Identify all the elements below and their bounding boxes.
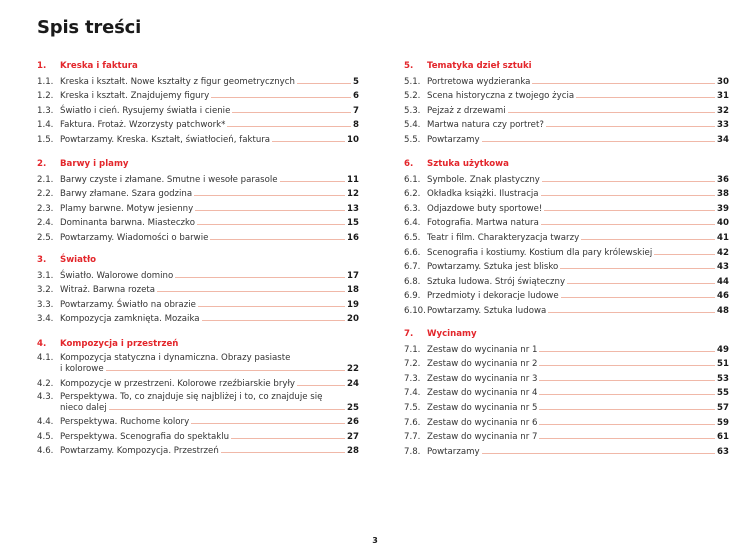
toc-entry[interactable] <box>404 73 729 88</box>
entry-page: 27 <box>347 431 359 442</box>
entry-title: Zestaw do wycinania nr 5 <box>427 402 538 413</box>
section-title: Tematyka dzieł sztuki <box>427 61 532 71</box>
entry-title: Powtarzamy <box>427 446 480 457</box>
entry-page: 22 <box>347 364 359 374</box>
entry-number: 4.1. <box>37 353 54 363</box>
toc-entry[interactable] <box>404 414 729 429</box>
leader-line <box>195 210 345 211</box>
toc-entry[interactable] <box>37 200 359 215</box>
toc-entry[interactable] <box>404 102 729 117</box>
entry-page: 31 <box>717 91 729 102</box>
leader-line <box>175 277 345 278</box>
entry-number: 6.8. <box>404 276 421 287</box>
entry-number: 4.6. <box>37 446 54 457</box>
entry-page: 16 <box>347 232 359 243</box>
toc-entry[interactable] <box>37 351 359 375</box>
toc-entry[interactable] <box>404 356 729 371</box>
entry-title: Sztuka ludowa. Strój świąteczny <box>427 276 566 287</box>
toc-entry[interactable] <box>37 102 359 117</box>
entry-page: 46 <box>717 291 729 302</box>
entry-page: 26 <box>347 417 359 428</box>
toc-entry[interactable] <box>404 117 729 132</box>
entry-page: 24 <box>347 378 359 389</box>
section-title: Barwy i plamy <box>60 159 129 169</box>
entry-page: 55 <box>717 388 729 399</box>
entry-page: 34 <box>717 134 729 145</box>
entry-title: Zestaw do wycinania nr 1 <box>427 344 538 355</box>
entry-number: 5.2. <box>404 91 421 102</box>
entry-page: 57 <box>717 402 729 413</box>
entry-number: 2.1. <box>37 174 54 185</box>
leader-line <box>297 385 345 386</box>
entry-title: Powtarzamy. Światło na obrazie <box>60 299 196 310</box>
toc-section-3 <box>37 253 359 325</box>
entry-title: Kompozycja statyczna i dynamiczna. Obrazy pasiaste <box>60 353 291 363</box>
leader-line <box>231 438 345 439</box>
entry-title: Plamy barwne. Motyw jesienny <box>60 203 194 214</box>
leader-line <box>581 239 715 240</box>
entry-title: Przedmioty i dekoracje ludowe <box>427 291 559 302</box>
entry-page: 32 <box>717 105 729 116</box>
entry-number: 7.5. <box>404 402 421 413</box>
leader-line <box>191 423 345 424</box>
entry-page: 10 <box>347 134 359 145</box>
toc-entry[interactable] <box>37 88 359 103</box>
leader-line <box>198 306 345 307</box>
toc-entry[interactable] <box>37 311 359 326</box>
entry-title: Teatr i film. Charakteryzacja twarzy <box>427 232 580 243</box>
leader-line <box>539 380 715 381</box>
entry-page: 7 <box>353 105 359 116</box>
entry-number: 1.5. <box>37 134 54 145</box>
entry-number: 2.5. <box>37 232 54 243</box>
entry-page: 43 <box>717 262 729 273</box>
entry-number: 7.2. <box>404 359 421 370</box>
page-number: 3 <box>372 536 378 545</box>
entry-title: Powtarzamy. Wiadomości o barwie <box>60 232 209 243</box>
entry-title: Barwy czyste i złamane. Smutne i wesołe parasole <box>60 174 278 185</box>
entry-number: 6.4. <box>404 218 421 229</box>
section-number: 4. <box>37 339 47 349</box>
entry-page: 30 <box>717 76 729 87</box>
toc-entry[interactable] <box>37 282 359 297</box>
entry-title: Powtarzamy. Sztuka ludowa <box>427 305 547 316</box>
entry-number: 1.1. <box>37 76 54 87</box>
leader-line <box>567 283 715 284</box>
entry-page: 44 <box>717 276 729 287</box>
entry-title: Scena historyczna z twojego życia <box>427 91 575 102</box>
toc-entry[interactable] <box>404 186 729 201</box>
entry-number: 6.2. <box>404 189 421 200</box>
entry-page: 51 <box>717 359 729 370</box>
entry-number: 6.9. <box>404 291 421 302</box>
section-number: 2. <box>37 159 47 169</box>
toc-entry[interactable] <box>404 399 729 414</box>
entry-page: 28 <box>347 446 359 457</box>
leader-line <box>541 224 715 225</box>
section-heading[interactable] <box>404 59 729 73</box>
leader-line <box>532 83 715 84</box>
leader-line <box>508 112 715 113</box>
section-number: 5. <box>404 61 414 71</box>
toc-entry[interactable] <box>37 186 359 201</box>
leader-line <box>546 126 715 127</box>
toc-entry[interactable] <box>37 443 359 458</box>
entry-title-continued: nieco dalej <box>60 402 107 413</box>
leader-line <box>482 453 715 454</box>
section-heading[interactable] <box>37 337 359 351</box>
leader-line <box>539 424 715 425</box>
toc-entry[interactable] <box>404 171 729 186</box>
leader-line <box>280 181 345 182</box>
page-title: Spis treści <box>37 17 142 38</box>
section-number: 3. <box>37 255 47 265</box>
entry-page: 17 <box>347 270 359 281</box>
toc-section-4 <box>37 337 359 457</box>
entry-number: 4.2. <box>37 378 54 389</box>
toc-entry[interactable] <box>404 131 729 146</box>
section-title: Wycinamy <box>427 329 477 339</box>
leader-line <box>482 141 715 142</box>
entry-page: 48 <box>717 305 729 316</box>
leader-line <box>297 83 351 84</box>
entry-page: 8 <box>353 120 359 131</box>
entry-title: Perspektywa. To, co znajduje się najbliżej i to, co znajduje się <box>60 391 323 402</box>
section-heading[interactable] <box>37 59 359 73</box>
entry-title: Martwa natura czy portret? <box>427 120 544 131</box>
entry-number: 7.1. <box>404 344 421 355</box>
entry-number: 6.3. <box>404 203 421 214</box>
entry-title: Powtarzamy. Kompozycja. Przestrzeń <box>60 446 219 457</box>
section-heading[interactable] <box>37 157 359 171</box>
toc-entry[interactable] <box>37 73 359 88</box>
section-title: Kompozycja i przestrzeń <box>60 339 179 349</box>
toc-entry[interactable] <box>404 215 729 230</box>
leader-line <box>541 195 715 196</box>
entry-title: Zestaw do wycinania nr 2 <box>427 359 538 370</box>
entry-title: Okładka książki. Ilustracja <box>427 189 539 200</box>
entry-page: 59 <box>717 417 729 428</box>
entry-page: 5 <box>353 76 359 87</box>
entry-page: 38 <box>717 189 729 200</box>
entry-number: 5.5. <box>404 134 421 145</box>
entry-title: Witraż. Barwna rozeta <box>60 285 156 296</box>
entry-page: 53 <box>717 373 729 384</box>
leader-line <box>232 112 351 113</box>
entry-title: Perspektywa. Scenografia do spektaklu <box>60 431 230 442</box>
toc-entry[interactable] <box>404 302 729 317</box>
toc-entry[interactable] <box>404 429 729 444</box>
toc-entry[interactable] <box>37 117 359 132</box>
section-heading[interactable] <box>37 253 359 267</box>
entry-title: Perspektywa. Ruchome kolory <box>60 417 190 428</box>
toc-entry[interactable] <box>404 443 729 458</box>
leader-line <box>560 268 715 269</box>
entry-title: Powtarzamy. Kreska. Kształt, światłocień, faktura <box>60 134 271 145</box>
entry-page: 39 <box>717 203 729 214</box>
section-number: 7. <box>404 329 414 339</box>
entry-number: 4.3. <box>37 391 54 402</box>
toc-entry[interactable] <box>37 428 359 443</box>
section-title: Sztuka użytkowa <box>427 159 509 169</box>
entry-page: 25 <box>347 402 359 413</box>
entry-title: Kreska i kształt. Znajdujemy figury <box>60 91 210 102</box>
toc-entry[interactable] <box>37 131 359 146</box>
entry-page: 63 <box>717 446 729 457</box>
entry-title: Powtarzamy. Sztuka jest blisko <box>427 262 559 273</box>
entry-page: 49 <box>717 344 729 355</box>
leader-line <box>106 370 345 371</box>
entry-number: 2.3. <box>37 203 54 214</box>
entry-number: 2.2. <box>37 189 54 200</box>
section-number: 6. <box>404 159 414 169</box>
entry-page: 18 <box>347 285 359 296</box>
toc-entry[interactable] <box>37 229 359 244</box>
entry-title: Portretowa wydzieranka <box>427 76 531 87</box>
toc-entry[interactable] <box>404 244 729 259</box>
entry-title: Światło. Walorowe domino <box>60 270 174 281</box>
toc-entry[interactable] <box>37 267 359 282</box>
entry-title: Powtarzamy <box>427 134 480 145</box>
section-title: Kreska i faktura <box>60 61 138 71</box>
entry-title: Dominanta barwna. Miasteczko <box>60 218 195 229</box>
entry-page: 12 <box>347 189 359 200</box>
entry-number: 3.2. <box>37 285 54 296</box>
entry-title: Symbole. Znak plastyczny <box>427 174 540 185</box>
entry-page: 20 <box>347 314 359 325</box>
toc-entry[interactable] <box>404 229 729 244</box>
leader-line <box>539 438 715 439</box>
entry-number: 3.4. <box>37 314 54 325</box>
entry-number: 4.5. <box>37 431 54 442</box>
entry-page: 40 <box>717 218 729 229</box>
entry-number: 1.3. <box>37 105 54 116</box>
entry-number: 5.3. <box>404 105 421 116</box>
entry-number: 7.4. <box>404 388 421 399</box>
entry-number: 7.8. <box>404 446 421 457</box>
entry-title: Pejzaż z drzewami <box>427 105 506 116</box>
entry-title: Zestaw do wycinania nr 6 <box>427 417 538 428</box>
entry-page: 19 <box>347 299 359 310</box>
leader-line <box>654 254 715 255</box>
leader-line <box>539 351 715 352</box>
entry-number: 6.5. <box>404 232 421 243</box>
entry-number: 4.4. <box>37 417 54 428</box>
leader-line <box>194 195 345 196</box>
toc-entry[interactable] <box>404 370 729 385</box>
entry-number: 5.4. <box>404 120 421 131</box>
entry-number: 7.6. <box>404 417 421 428</box>
leader-line <box>544 210 715 211</box>
toc-section-7 <box>404 327 729 458</box>
entry-page: 33 <box>717 120 729 131</box>
section-number: 1. <box>37 61 47 71</box>
leader-line <box>272 141 345 142</box>
leader-line <box>539 409 715 410</box>
leader-line <box>210 239 345 240</box>
leader-line <box>561 297 715 298</box>
leader-line <box>109 409 345 410</box>
leader-line <box>211 97 351 98</box>
toc-section-6 <box>404 157 729 317</box>
toc-section-2 <box>37 157 359 244</box>
section-heading[interactable] <box>404 327 729 341</box>
entry-title: Barwy złamane. Szara godzina <box>60 189 193 200</box>
toc-entry[interactable] <box>37 390 359 414</box>
entry-page: 13 <box>347 203 359 214</box>
leader-line <box>548 312 715 313</box>
entry-page: 36 <box>717 174 729 185</box>
leader-line <box>542 181 715 182</box>
toc-entry[interactable] <box>37 215 359 230</box>
entry-title: Faktura. Frotaż. Wzorzysty patchwork* <box>60 120 226 131</box>
entry-number: 7.3. <box>404 373 421 384</box>
entry-page: 6 <box>353 91 359 102</box>
leader-line <box>539 365 715 366</box>
toc-entry[interactable] <box>37 414 359 429</box>
entry-title-continued: i kolorowe <box>60 364 104 374</box>
entry-title: Zestaw do wycinania nr 4 <box>427 388 538 399</box>
toc-entry[interactable] <box>404 288 729 303</box>
entry-number: 3.1. <box>37 270 54 281</box>
entry-page: 15 <box>347 218 359 229</box>
entry-title: Fotografia. Martwa natura <box>427 218 539 229</box>
leader-line <box>221 452 345 453</box>
section-title: Światło <box>60 255 97 265</box>
toc-section-1 <box>37 59 359 146</box>
entry-number: 1.2. <box>37 91 54 102</box>
entry-title: Kompozycje w przestrzeni. Kolorowe rzeźbiarskie bryły <box>60 378 296 389</box>
leader-line <box>227 126 351 127</box>
entry-number: 6.1. <box>404 174 421 185</box>
entry-title: Zestaw do wycinania nr 3 <box>427 373 538 384</box>
toc-entry[interactable] <box>404 273 729 288</box>
entry-number: 6.7. <box>404 262 421 273</box>
toc-entry[interactable] <box>404 200 729 215</box>
leader-line <box>197 224 345 225</box>
entry-number: 6.6. <box>404 247 421 258</box>
entry-title: Scenografia i kostiumy. Kostium dla pary królewskiej <box>427 247 653 258</box>
entry-title: Światło i cień. Rysujemy światła i cienie <box>60 105 231 116</box>
toc-entry[interactable] <box>404 259 729 274</box>
toc-entry[interactable] <box>37 375 359 390</box>
entry-number: 7.7. <box>404 432 421 443</box>
entry-page: 42 <box>717 247 729 258</box>
entry-number: 6.10. <box>404 305 426 316</box>
toc-entry[interactable] <box>404 385 729 400</box>
entry-number: 5.1. <box>404 76 421 87</box>
toc-entry[interactable] <box>37 171 359 186</box>
section-heading[interactable] <box>404 157 729 171</box>
entry-title: Zestaw do wycinania nr 7 <box>427 432 538 443</box>
entry-page: 61 <box>717 432 729 443</box>
toc-entry[interactable] <box>404 341 729 356</box>
entry-page: 41 <box>717 232 729 243</box>
entry-number: 2.4. <box>37 218 54 229</box>
leader-line <box>202 320 346 321</box>
leader-line <box>576 97 715 98</box>
entry-number: 1.4. <box>37 120 54 131</box>
entry-title: Kompozycja zamknięta. Mozaika <box>60 314 200 325</box>
leader-line <box>157 291 345 292</box>
toc-entry[interactable] <box>37 296 359 311</box>
entry-title: Odjazdowe buty sportowe! <box>427 203 543 214</box>
entry-page: 11 <box>347 174 359 185</box>
toc-section-5 <box>404 59 729 146</box>
entry-title: Kreska i kształt. Nowe kształty z figur geometrycznych <box>60 76 295 87</box>
leader-line <box>539 394 715 395</box>
entry-number: 3.3. <box>37 299 54 310</box>
toc-entry[interactable] <box>404 88 729 103</box>
